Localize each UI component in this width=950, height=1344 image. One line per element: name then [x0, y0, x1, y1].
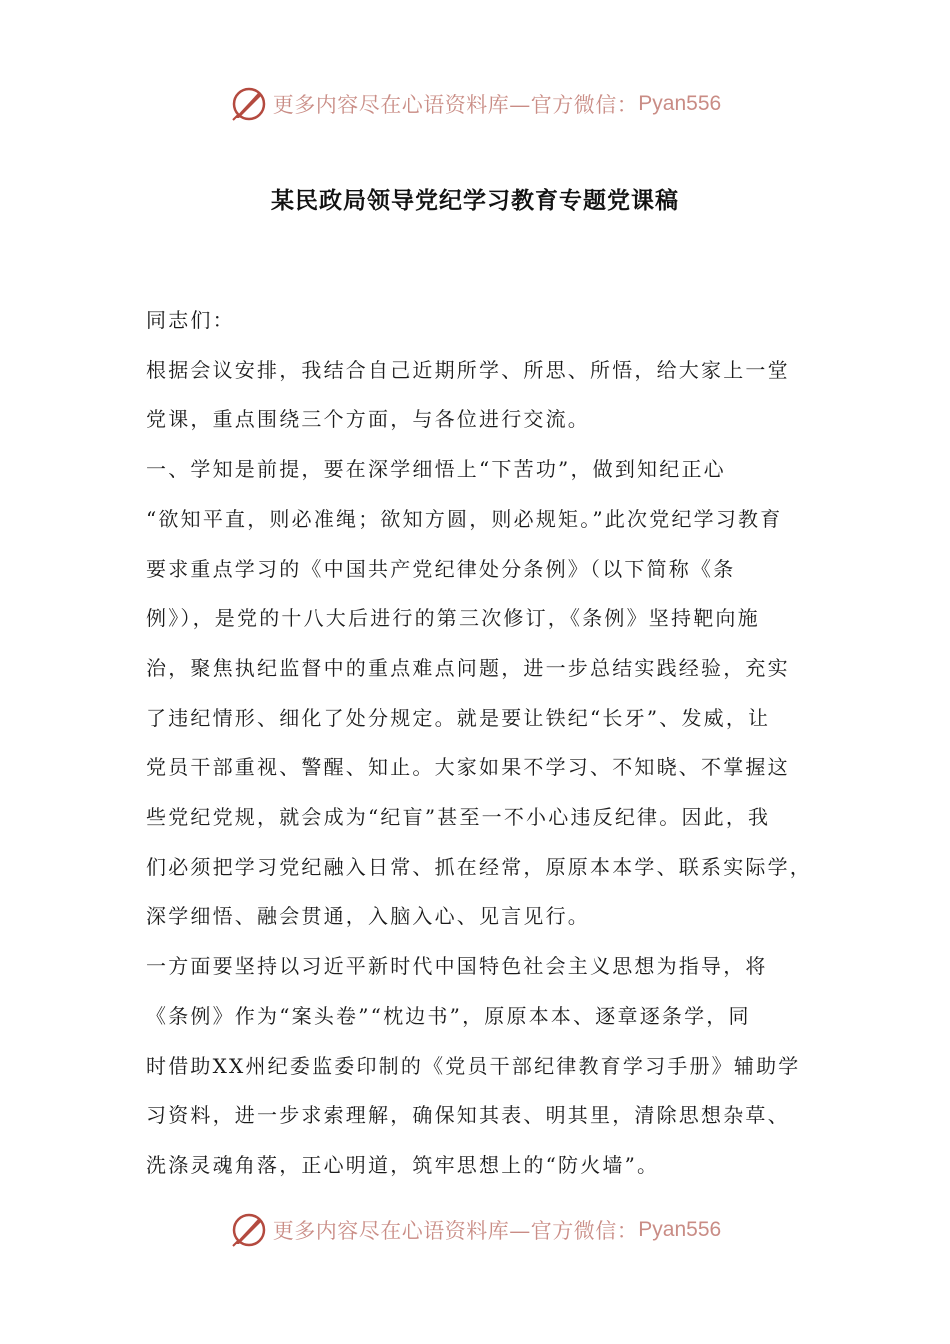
text-line: 一、学知是前提，要在深学细悟上“下苦功”，做到知纪正心	[146, 457, 726, 482]
text-line: 党员干部重视、警醒、知止。大家如果不学习、不知晓、不掌握这	[146, 755, 790, 780]
quill-logo-icon	[229, 1210, 269, 1250]
text-line: 一方面要坚持以习近平新时代中国特色社会主义思想为指导，将	[146, 954, 768, 979]
text-line: “欲知平直，则必准绳；欲知方圆，则必规矩。”此次党纪学习教育	[146, 506, 783, 531]
text-line: 们必须把学习党纪融入日常、抓在经常，原原本本学、联系实际学，	[146, 854, 812, 879]
text-line: 同志们：	[146, 308, 235, 332]
footer-banner	[0, 1208, 950, 1252]
header-banner	[0, 82, 950, 126]
quill-logo-icon	[229, 84, 269, 124]
document-body	[146, 296, 818, 1191]
text-line: 根据会议安排，我结合自己近期所学、所思、所悟，给大家上一堂	[146, 357, 790, 382]
text-line: 治，聚焦执纪监督中的重点难点问题，进一步总结实践经验，充实	[146, 655, 790, 680]
text-line: 洗涤灵魂角落，正心明道，筑牢思想上的“防火墙”。	[146, 1152, 660, 1177]
text-line: 习资料，进一步求索理解，确保知其表、明其里，清除思想杂草、	[146, 1103, 790, 1128]
text-line: 例》），是党的十八大后进行的第三次修订，《条例》坚持靶向施	[146, 606, 760, 631]
banner-wechat-id: Pyan556	[638, 92, 722, 115]
text-line: 《条例》作为“案头卷”“枕边书”，原原本本、逐章逐条学，同	[146, 1003, 751, 1028]
text-line: 了违纪情形、细化了处分规定。就是要让铁纪“长牙”、发威，让	[146, 705, 771, 730]
banner-text: 更多内容尽在心语资料库—官方微信：	[272, 1219, 639, 1243]
text-line: 深学细悟、融会贯通，入脑入心、见言见行。	[146, 904, 590, 929]
text-line: 些党纪党规，就会成为“纪盲”甚至一不小心违反纪律。因此，我	[146, 805, 771, 830]
text-line: 党课，重点围绕三个方面，与各位进行交流。	[146, 407, 590, 432]
banner-text: 更多内容尽在心语资料库—官方微信：	[272, 93, 639, 117]
document-title: 某民政局领导党纪学习教育专题党课稿	[271, 187, 679, 214]
text-line: 要求重点学习的《中国共产党纪律处分条例》（以下简称《条	[146, 556, 736, 581]
banner-wechat-id: Pyan556	[638, 1218, 722, 1241]
body-text	[146, 296, 818, 1191]
text-line: 时借助XX州纪委监委印制的《党员干部纪律教育学习手册》辅助学	[146, 1053, 801, 1078]
